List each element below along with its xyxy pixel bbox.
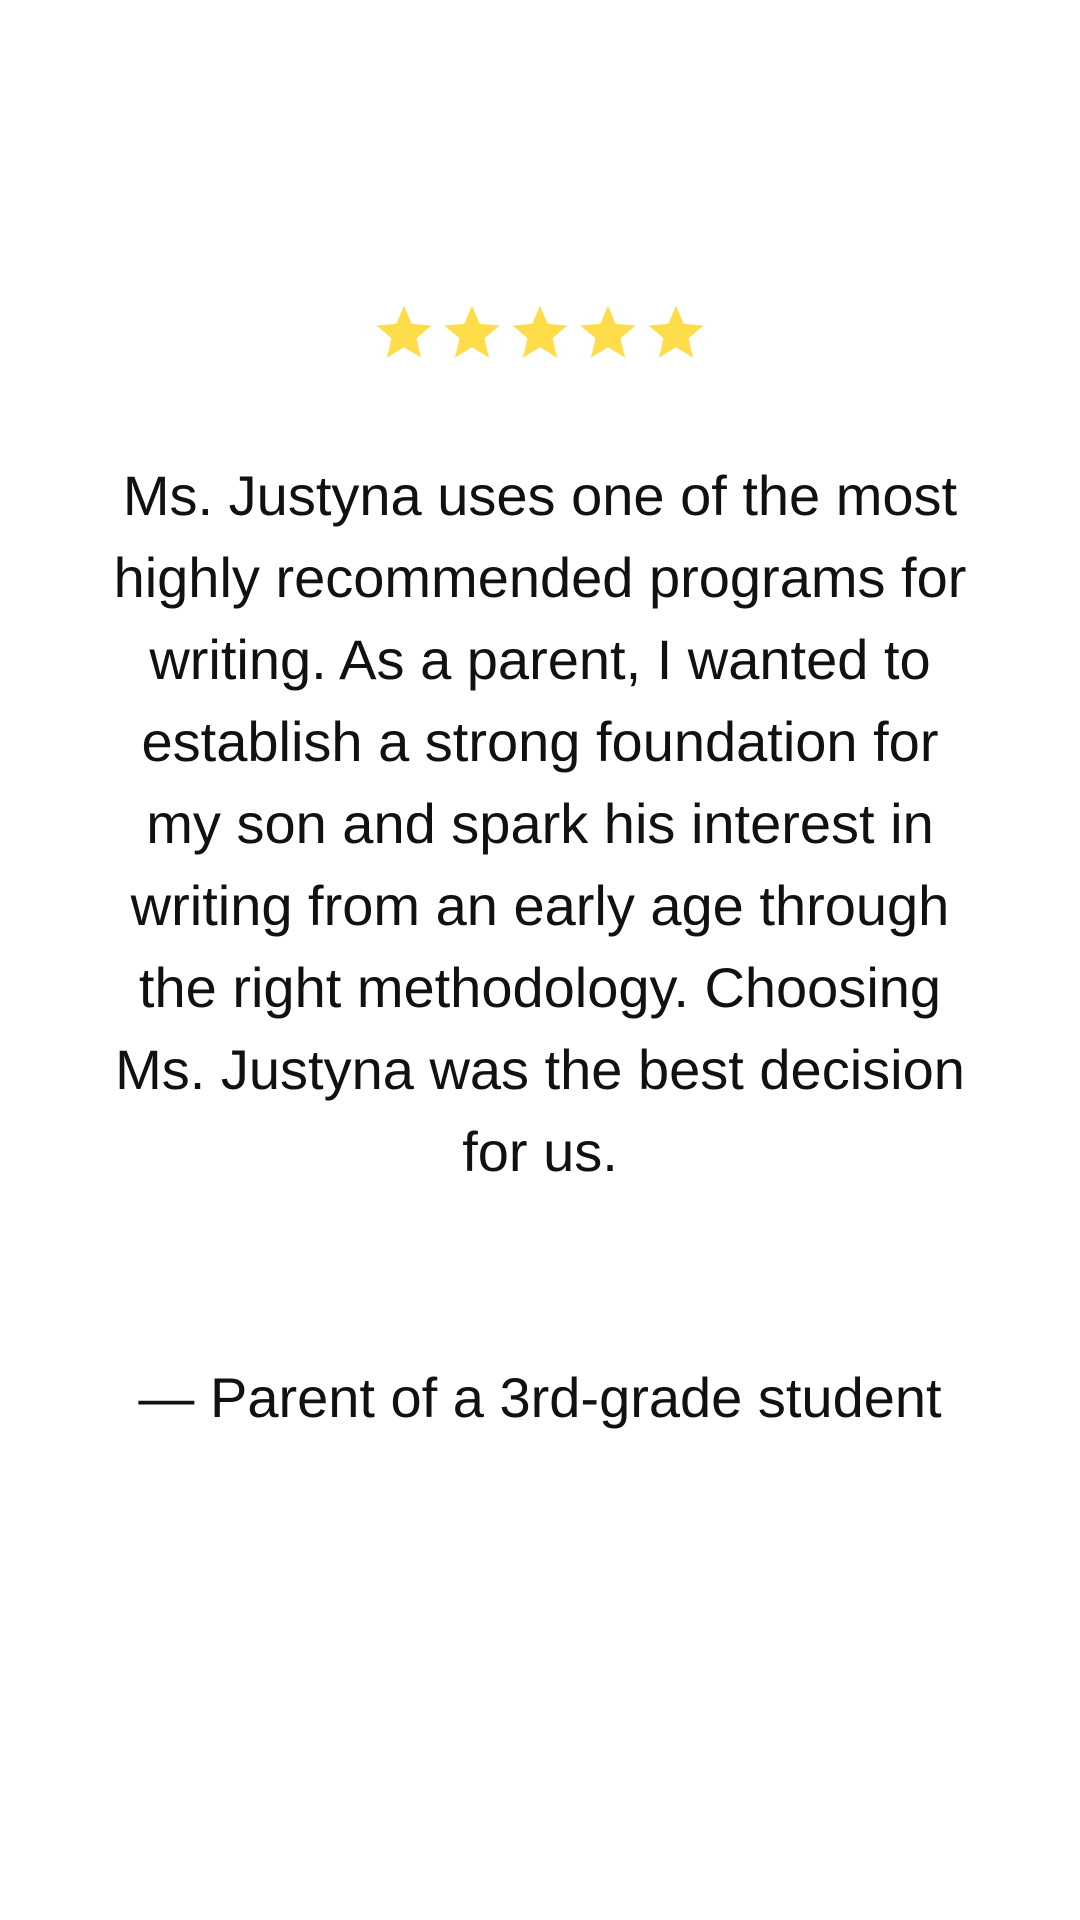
testimonial-quote: Ms. Justyna uses one of the most highly recommended programs for writing. As a parent, I wanted to establish a strong foundation for my son and spark his interest in writing from an early age through the right methodology. Choosing Ms. Justyna was the best decision for us. <box>113 464 967 1183</box>
star-icon <box>442 302 502 362</box>
testimonial-attribution: — Parent of a 3rd-grade student <box>138 1366 942 1429</box>
star-icon <box>374 302 434 362</box>
star-rating <box>0 302 1080 382</box>
star-icon <box>578 302 638 362</box>
star-icon <box>646 302 706 362</box>
star-icon <box>510 302 570 362</box>
